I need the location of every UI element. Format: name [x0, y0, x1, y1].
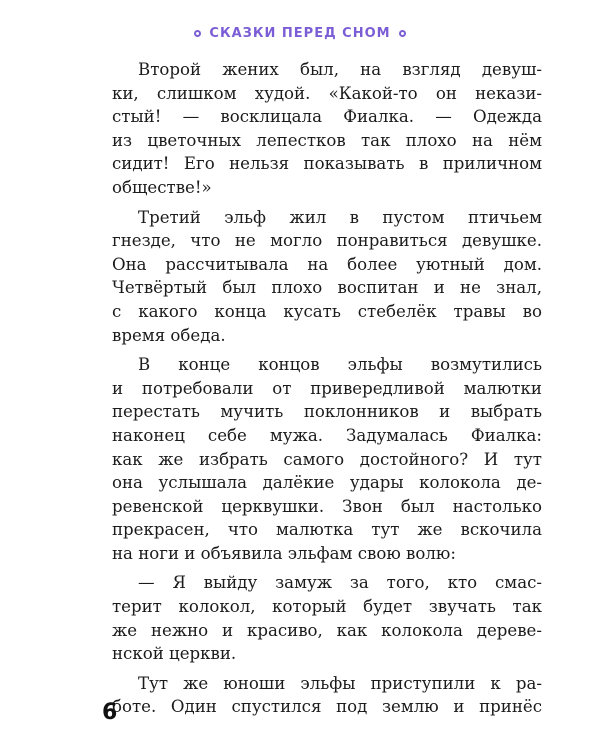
text-line: наконец себе мужа. Задумалась Фиалка:	[112, 425, 542, 445]
text-line: Тут же юноши эльфы приступили к ра-	[138, 673, 542, 693]
paragraph-3	[112, 353, 542, 565]
header-title: СКАЗКИ ПЕРЕД СНОМ	[209, 26, 391, 41]
text-line: на ноги и объявила эльфам свою волю:	[112, 543, 456, 563]
text-line: Второй жених был, на взгляд девуш-	[138, 60, 542, 79]
text-line: она услышала далёкие удары колокола де-	[112, 473, 542, 493]
text-line: время обеда.	[112, 325, 226, 345]
text-line: — Я выйду замуж за того, кто смас-	[138, 573, 542, 593]
text-line: стый! — восклицала Фиалка. — Одежда	[112, 107, 542, 127]
text-line: сидит! Его нельзя показывать в приличном	[112, 154, 542, 174]
paragraph-5	[112, 672, 542, 719]
paragraph-4	[112, 571, 542, 665]
text-line: терит колокол, который будет звучать так	[112, 597, 542, 617]
text-line: Четвёртый был плохо воспитан и не знал,	[112, 278, 542, 298]
text-line: нской церкви.	[112, 644, 237, 664]
paragraph-1	[112, 58, 542, 200]
text-line: обществе!»	[112, 177, 212, 197]
text-line: боте. Один спустился под землю и принёс	[112, 697, 542, 717]
page-number: 6	[102, 700, 118, 725]
text-line: гнезде, что не могло понравиться девушке.	[112, 231, 542, 251]
text-line: прекрасен, что малютка тут же вскочила	[112, 520, 542, 540]
paragraph-2	[112, 206, 542, 348]
text-line: ки, слишком худой. «Какой-то он некази-	[112, 83, 542, 103]
text-line: как же избрать самого достойного? И тут	[112, 449, 542, 469]
text-line: из цветочных лепестков так плохо на нём	[112, 130, 542, 150]
running-header	[0, 26, 600, 41]
text-line: Она рассчитывала на более уютный дом.	[112, 254, 542, 274]
text-line: Третий эльф жил в пустом птичьем	[138, 207, 542, 227]
header-left-ornament	[194, 30, 201, 37]
text-line: и потребовали от привередливой малютки	[112, 378, 542, 398]
text-line: с какого конца кусать стебелёк травы во	[112, 301, 542, 321]
text-line: же нежно и красиво, как колокола дереве-	[112, 620, 542, 640]
text-line: перестать мучить поклонников и выбрать	[112, 402, 542, 422]
body-text	[112, 58, 542, 725]
text-line: В конце концов эльфы возмутились	[138, 355, 542, 375]
header-right-ornament	[399, 30, 406, 37]
text-line: ревенской церквушки. Звон был настолько	[112, 496, 542, 516]
